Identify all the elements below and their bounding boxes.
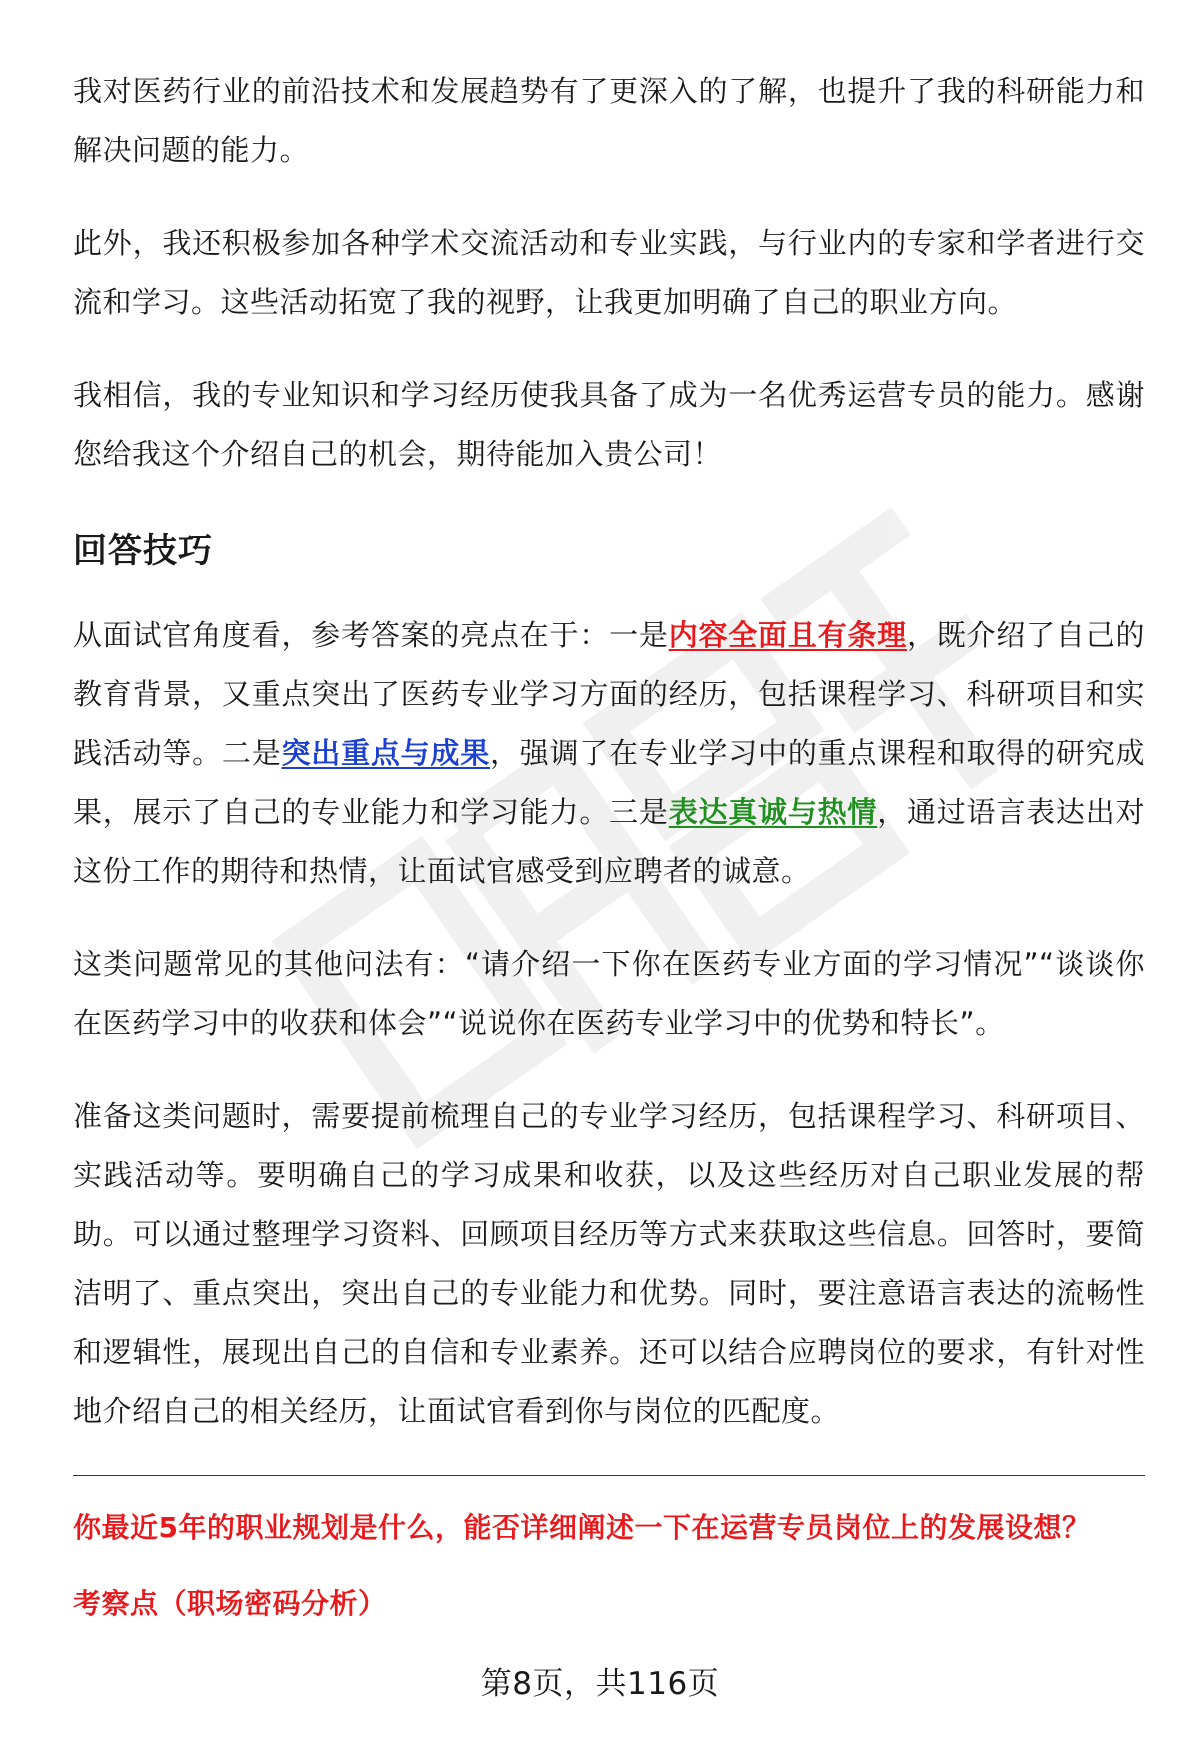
highlight-comprehensive: 内容全面且有条理: [668, 618, 907, 652]
highlight-sincerity: 表达真诚与热情: [668, 795, 878, 829]
next-question-title: 你最近5年的职业规划是什么，能否详细阐述一下在运营专员岗位上的发展设想？: [73, 1511, 1091, 1544]
paragraph-closing: 我相信，我的专业知识和学习经历使我具备了成为一名优秀运营专员的能力。感谢您给我这个介绍自己的机会，期待能加入贵公司！: [73, 378, 1145, 471]
section-divider: [73, 1475, 1145, 1476]
document-body: [73, 62, 1145, 1656]
paragraph-tips: [73, 606, 1145, 901]
paragraph-other-ways: 这类问题常见的其他问法有：“请介绍一下你在医药专业方面的学习情况”“谈谈你在医药学习中的收获和体会”“说说你在医药专业学习中的优势和特长”。: [73, 947, 1145, 1040]
tips-text-2: ，既介绍了自己的教育背景，又重点突出了医药专业学习方面的经历，包括课程学习、科研项目和实践活动等。二是: [73, 618, 1145, 770]
paragraph-research: 我对医药行业的前沿技术和发展趋势有了更深入的了解，也提升了我的科研能力和解决问题的能力。: [73, 74, 1145, 167]
tips-text-4: ，通过语言表达出对这份工作的期待和热情，让面试官感受到应聘者的诚意。: [73, 795, 1145, 888]
tips-text-1: 从面试官角度看，参考答案的亮点在于：一是: [73, 618, 669, 652]
paragraph-preparation: 准备这类问题时，需要提前梳理自己的专业学习经历，包括课程学习、科研项目、实践活动等。要明确自己的学习成果和收获，以及这些经历对自己职业发展的帮助。可以通过整理学习资料、回顾项目经历等方式来获取这些信息。回答时，要简洁明了、重点突出，突出自己的专业能力和优势。同时，要注意语言表达的流畅性和逻辑性，展现出自己的自信和专业素养。还可以结合应聘岗位的要求，有针对性地介绍自己的相关经历，让面试官看到你与岗位的匹配度。: [73, 1099, 1145, 1428]
page-number: 第8页，共116页: [480, 1666, 720, 1702]
section-heading-tips: 回答技巧: [73, 531, 213, 571]
paragraph-activities: 此外，我还积极参加各种学术交流活动和专业实践，与行业内的专家和学者进行交流和学习。这些活动拓宽了我的视野，让我更加明确了自己的职业方向。: [73, 226, 1145, 319]
tips-text-3: ，强调了在专业学习中的重点课程和取得的研究成果，展示了自己的专业能力和学习能力。三是: [73, 736, 1145, 829]
highlight-key-results: 突出重点与成果: [281, 736, 490, 770]
next-question-label: 考察点（职场密码分析）: [73, 1587, 387, 1620]
